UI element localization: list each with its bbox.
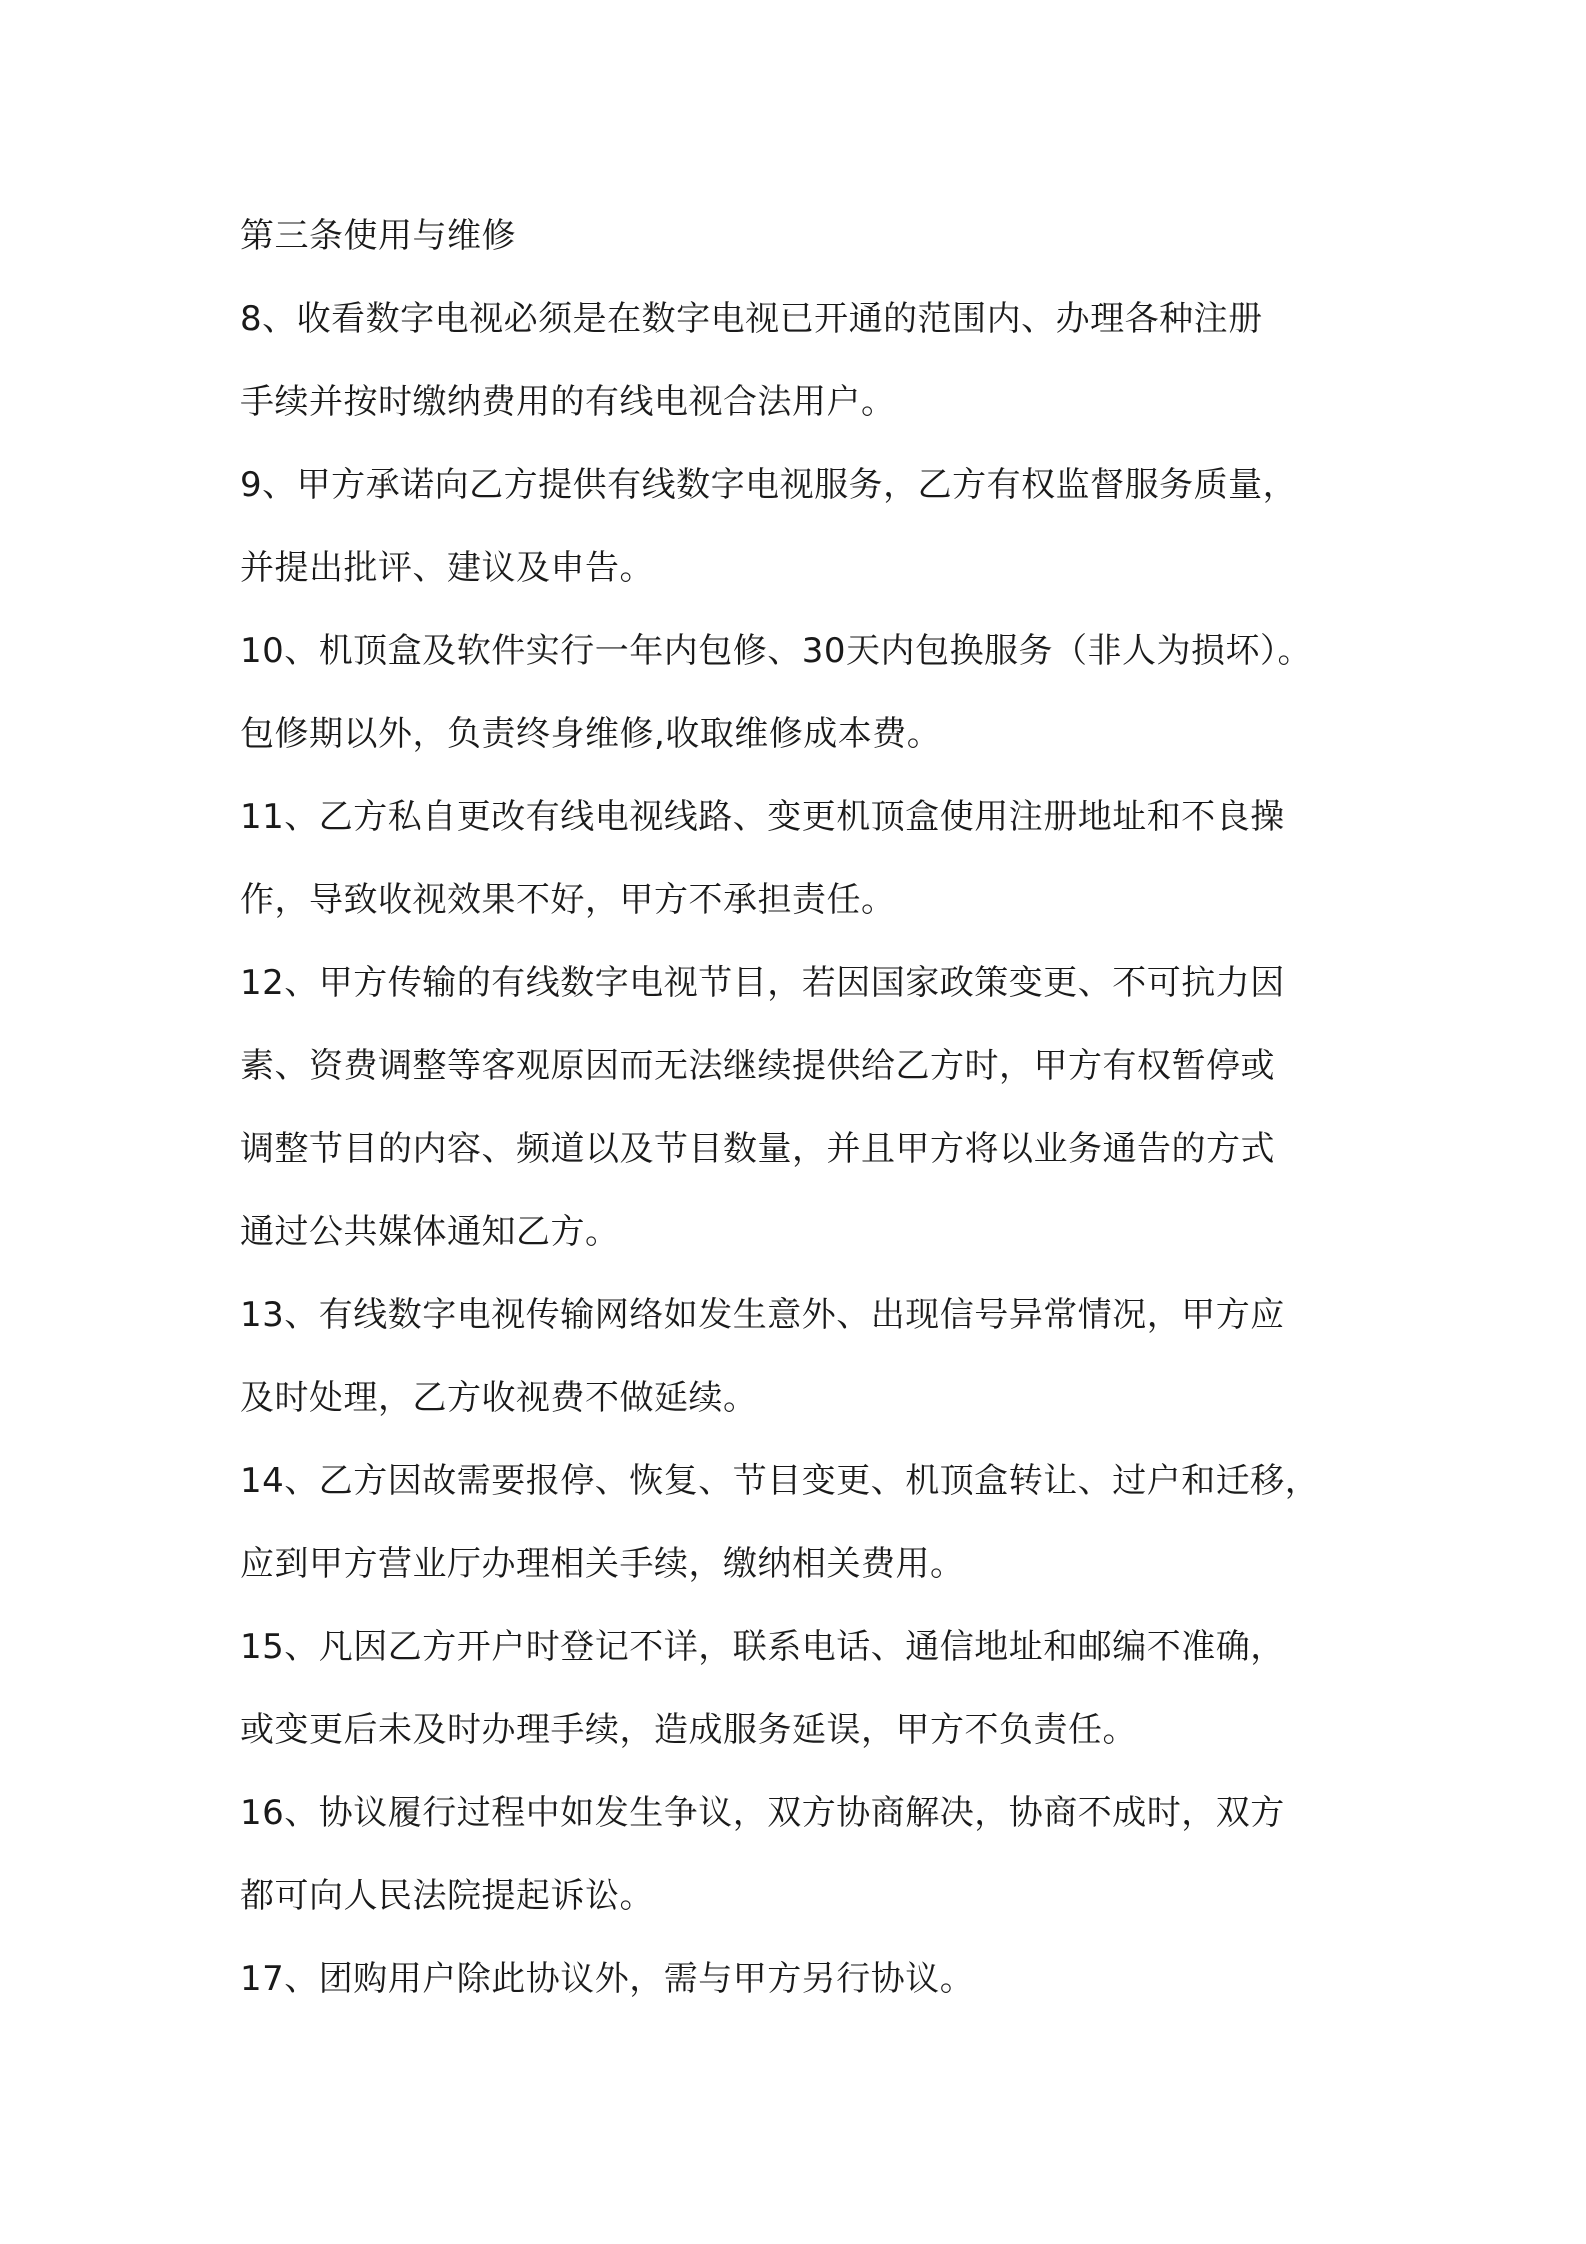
section-heading: 第三条使用与维修 — [240, 216, 516, 256]
text-line: 11、乙方私自更改有线电视线路、变更机顶盒使用注册地址和不良操 — [240, 797, 1285, 837]
text-line: 素、资费调整等客观原因而无法继续提供给乙方时，甲方有权暂停或 — [240, 1046, 1275, 1086]
text-line: 8、收看数字电视必须是在数字电视已开通的范围内、办理各种注册 — [240, 299, 1263, 339]
text-line: 包修期以外，负责终身维修,收取维修成本费。 — [240, 714, 942, 754]
text-line: 13、有线数字电视传输网络如发生意外、出现信号异常情况，甲方应 — [240, 1295, 1285, 1335]
text-line: 都可向人民法院提起诉讼。 — [240, 1876, 654, 1916]
text-line: 12、甲方传输的有线数字电视节目，若因国家政策变更、不可抗力因 — [240, 963, 1285, 1003]
text-line: 并提出批评、建议及申告。 — [240, 548, 654, 588]
text-line: 10、机顶盒及软件实行一年内包修、30天内包换服务（非人为损坏）。 — [240, 631, 1313, 671]
text-line: 9、甲方承诺向乙方提供有线数字电视服务，乙方有权监督服务质量， — [240, 465, 1298, 505]
document-body — [240, 195, 1360, 2021]
text-line: 调整节目的内容、频道以及节目数量，并且甲方将以业务通告的方式 — [240, 1129, 1275, 1169]
text-line: 手续并按时缴纳费用的有线电视合法用户。 — [240, 382, 896, 422]
text-line: 通过公共媒体通知乙方。 — [240, 1212, 620, 1252]
text-line: 14、乙方因故需要报停、恢复、节目变更、机顶盒转让、过户和迁移， — [240, 1461, 1320, 1501]
text-line: 作，导致收视效果不好，甲方不承担责任。 — [240, 880, 896, 920]
text-line: 16、协议履行过程中如发生争议，双方协商解决，协商不成时，双方 — [240, 1793, 1285, 1833]
text-line: 或变更后未及时办理手续，造成服务延误，甲方不负责任。 — [240, 1710, 1137, 1750]
text-line: 及时处理，乙方收视费不做延续。 — [240, 1378, 758, 1418]
text-line: 应到甲方营业厅办理相关手续，缴纳相关费用。 — [240, 1544, 965, 1584]
text-line: 15、凡因乙方开户时登记不详，联系电话、通信地址和邮编不准确， — [240, 1627, 1285, 1667]
text-line: 17、团购用户除此协议外，需与甲方另行协议。 — [240, 1959, 975, 1999]
